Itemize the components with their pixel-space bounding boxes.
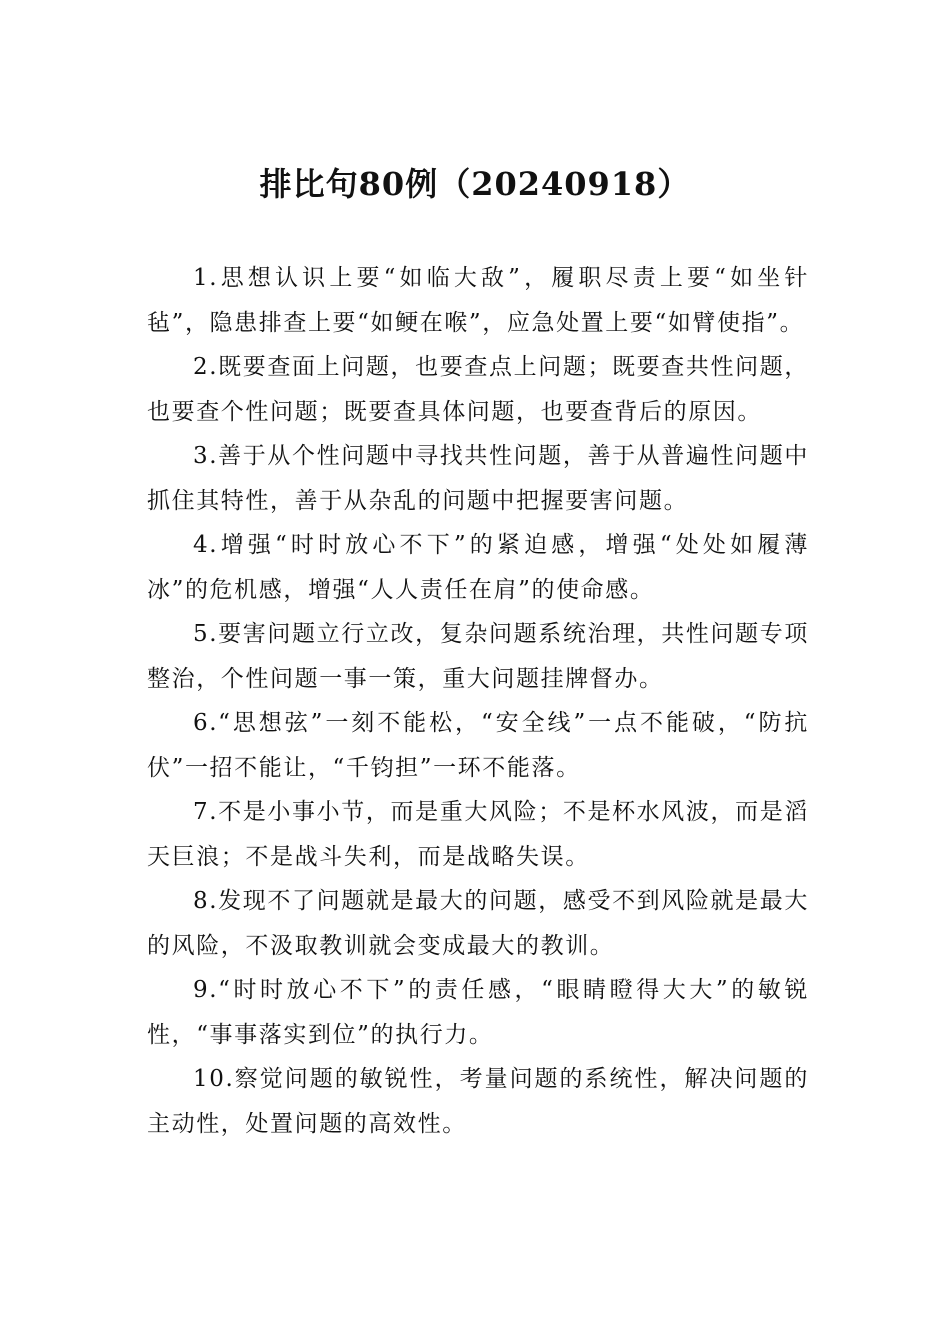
document-title: 排比句80例（20240918） <box>259 165 691 203</box>
paragraph-1: 1.思想认识上要“如临大敌”，履职尽责上要“如坐针毡”，隐患排查上要“如鲠在喉”，应急处置上要“如臂使指”。 <box>147 265 809 336</box>
paragraph-6: 6.“思想弦”一刻不能松，“安全线”一点不能破，“防抗伏”一招不能让，“千钧担”一环不能落。 <box>147 710 809 781</box>
paragraph-10: 10.察觉问题的敏锐性，考量问题的系统性，解决问题的主动性，处置问题的高效性。 <box>147 1066 809 1137</box>
paragraph-7: 7.不是小事小节，而是重大风险；不是杯水风波，而是滔天巨浪；不是战斗失利，而是战略失误。 <box>147 799 809 870</box>
paragraph-3: 3.善于从个性问题中寻找共性问题，善于从普遍性问题中抓住其特性，善于从杂乱的问题中把握要害问题。 <box>147 443 809 514</box>
paragraph-4: 4.增强“时时放心不下”的紧迫感，增强“处处如履薄冰”的危机感，增强“人人责任在肩”的使命感。 <box>147 532 809 603</box>
paragraph-8: 8.发现不了问题就是最大的问题，感受不到风险就是最大的风险，不汲取教训就会变成最大的教训。 <box>147 888 809 959</box>
paragraph-5: 5.要害问题立行立改，复杂问题系统治理，共性问题专项整治，个性问题一事一策，重大问题挂牌督办。 <box>147 621 809 692</box>
document-body <box>147 256 809 1146</box>
paragraph-2: 2.既要查面上问题，也要查点上问题；既要查共性问题，也要查个性问题；既要查具体问题，也要查背后的原因。 <box>147 354 809 425</box>
paragraph-9: 9.“时时放心不下”的责任感，“眼睛瞪得大大”的敏锐性，“事事落实到位”的执行力。 <box>147 977 809 1048</box>
